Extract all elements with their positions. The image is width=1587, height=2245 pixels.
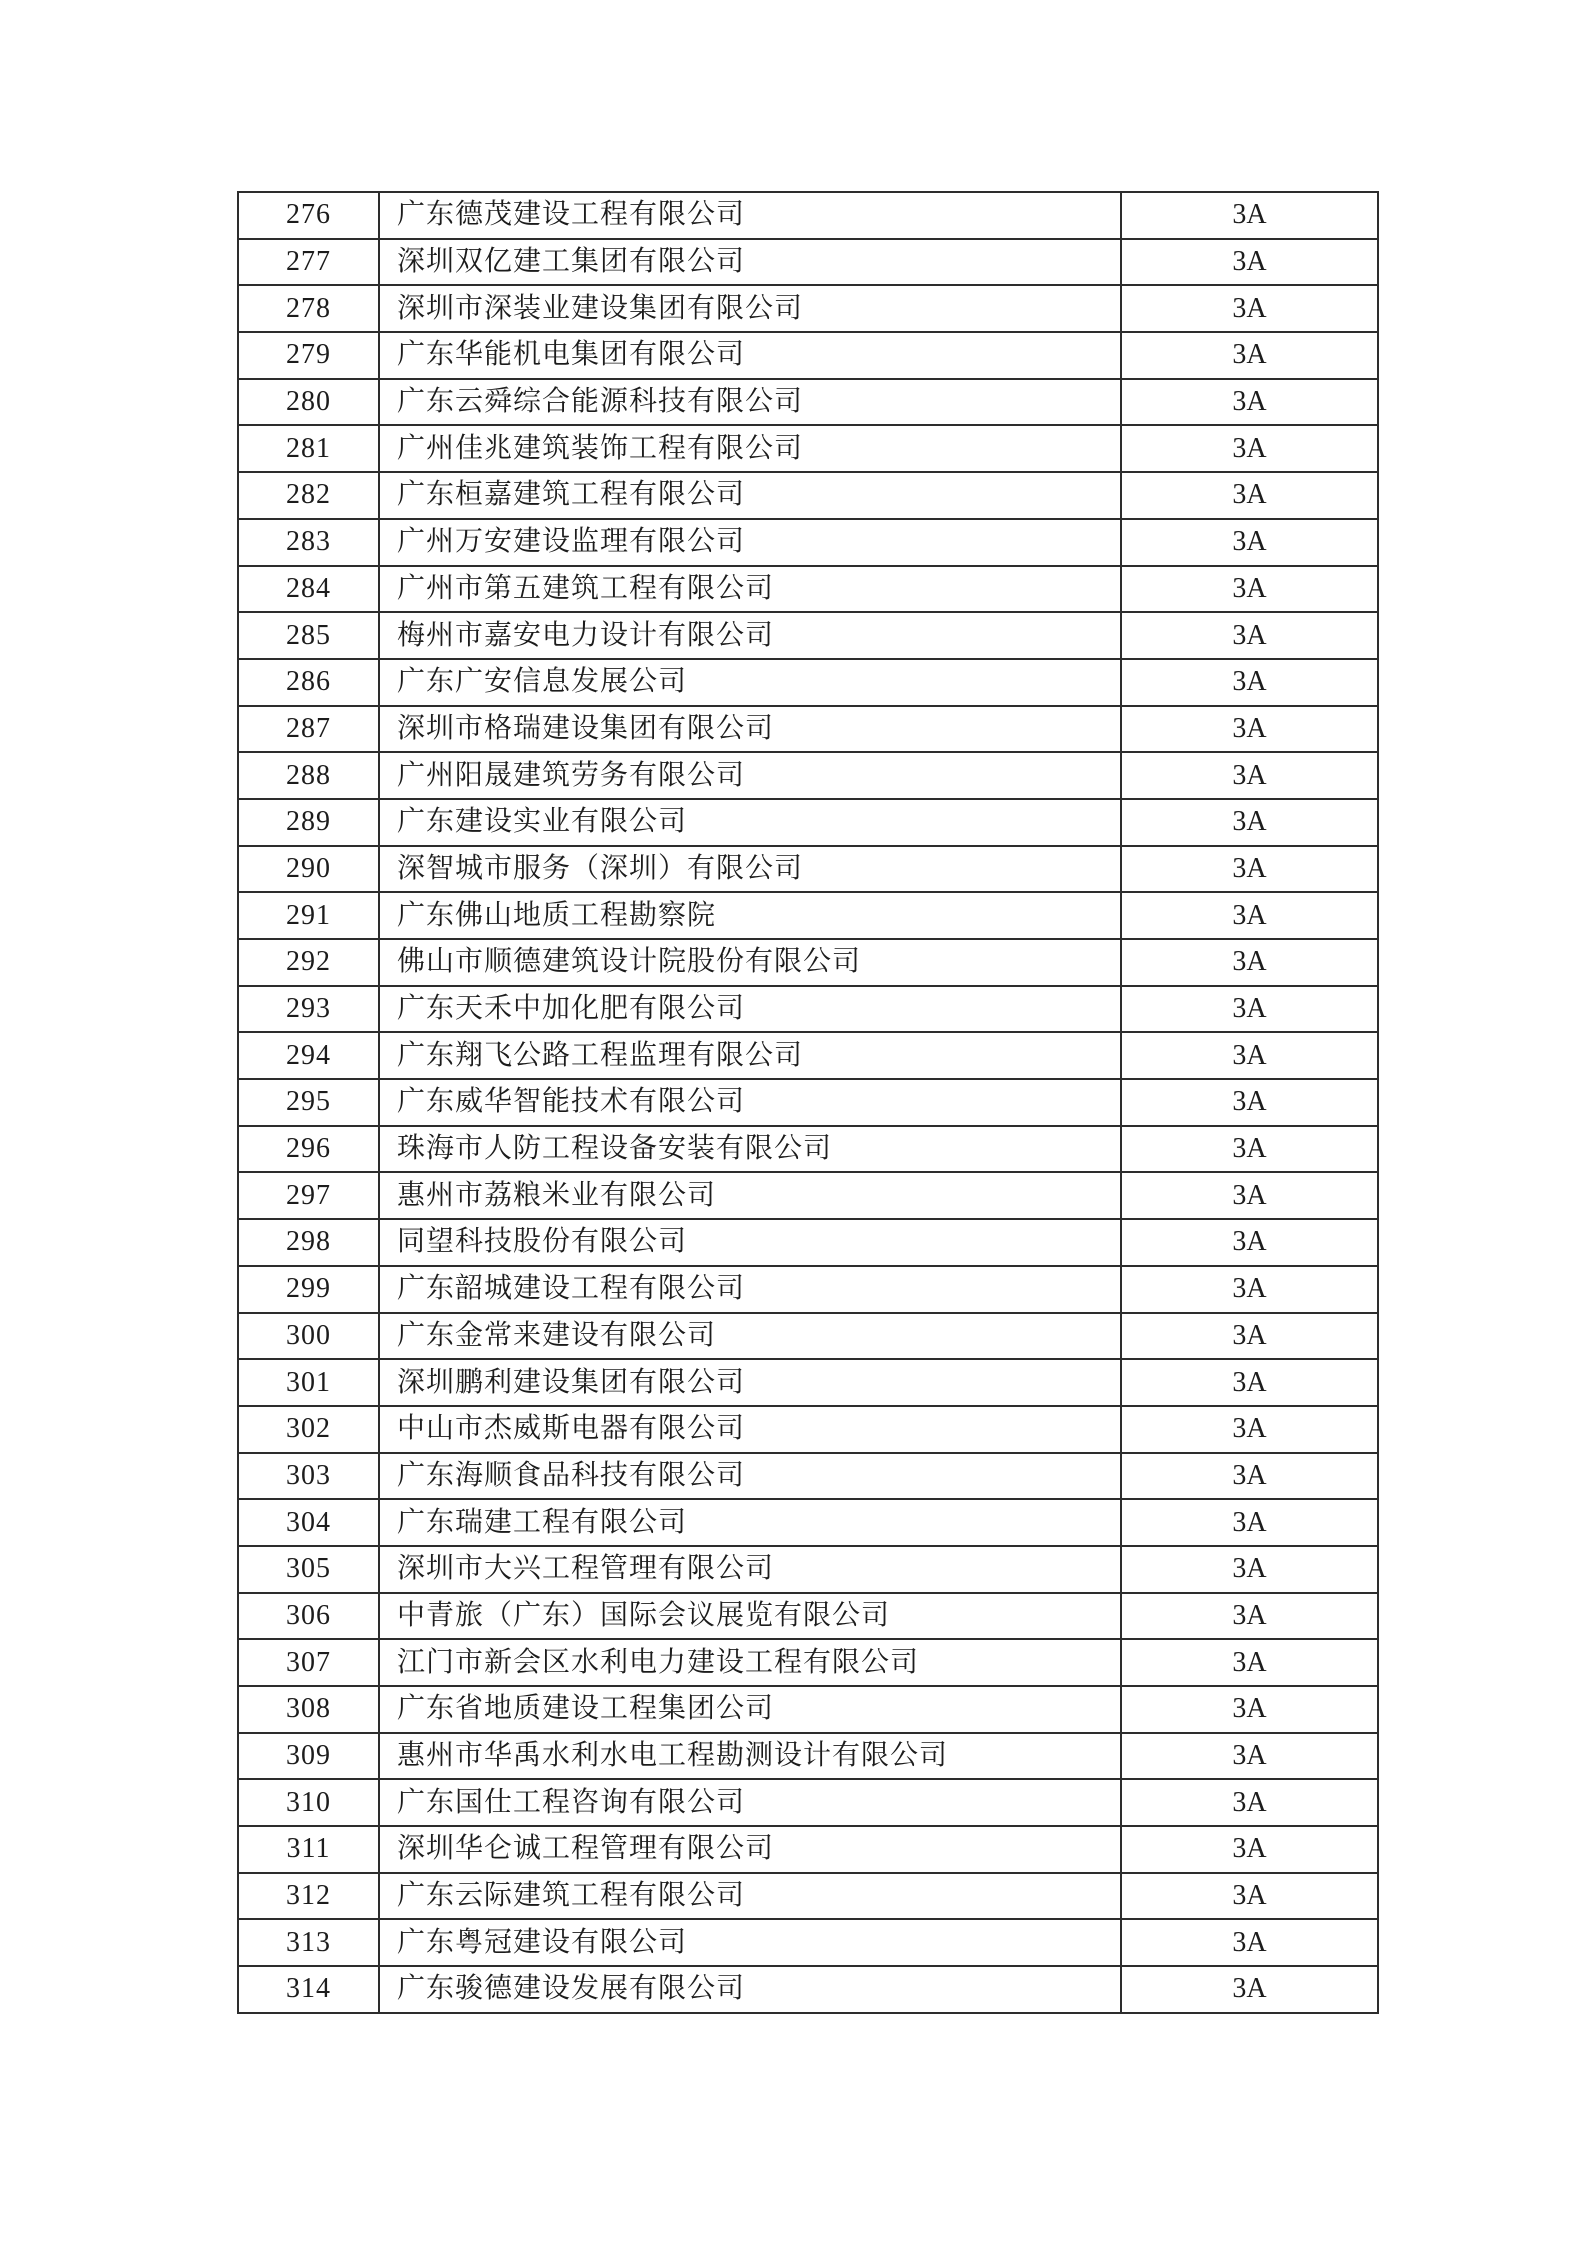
grade-cell: 3A xyxy=(1121,612,1378,659)
table-row xyxy=(238,1453,1378,1500)
row-number-cell: 293 xyxy=(238,986,379,1033)
company-name-cell: 广州万安建设监理有限公司 xyxy=(379,519,1121,566)
company-name-cell: 梅州市嘉安电力设计有限公司 xyxy=(379,612,1121,659)
company-name-cell: 同望科技股份有限公司 xyxy=(379,1219,1121,1266)
grade-cell: 3A xyxy=(1121,1919,1378,1966)
company-name-cell: 广东粤冠建设有限公司 xyxy=(379,1919,1121,1966)
table-row xyxy=(238,566,1378,613)
row-number-cell: 286 xyxy=(238,659,379,706)
row-number-cell: 276 xyxy=(238,192,379,239)
table-row xyxy=(238,1126,1378,1173)
row-number-cell: 307 xyxy=(238,1639,379,1686)
grade-cell: 3A xyxy=(1121,846,1378,893)
row-number-cell: 304 xyxy=(238,1499,379,1546)
grade-cell: 3A xyxy=(1121,1593,1378,1640)
company-name-cell: 广东云际建筑工程有限公司 xyxy=(379,1873,1121,1920)
company-name-cell: 江门市新会区水利电力建设工程有限公司 xyxy=(379,1639,1121,1686)
grade-cell: 3A xyxy=(1121,1639,1378,1686)
grade-cell: 3A xyxy=(1121,939,1378,986)
table-row xyxy=(238,1873,1378,1920)
company-name-cell: 广东瑞建工程有限公司 xyxy=(379,1499,1121,1546)
company-name-cell: 深圳市格瑞建设集团有限公司 xyxy=(379,706,1121,753)
company-name-cell: 广东建设实业有限公司 xyxy=(379,799,1121,846)
grade-cell: 3A xyxy=(1121,1079,1378,1126)
table-row xyxy=(238,1686,1378,1733)
company-name-cell: 广东华能机电集团有限公司 xyxy=(379,332,1121,379)
table-row xyxy=(238,285,1378,332)
grade-cell: 3A xyxy=(1121,566,1378,613)
row-number-cell: 277 xyxy=(238,239,379,286)
table-row xyxy=(238,1406,1378,1453)
table-row xyxy=(238,752,1378,799)
grade-cell: 3A xyxy=(1121,1873,1378,1920)
grade-cell: 3A xyxy=(1121,285,1378,332)
row-number-cell: 279 xyxy=(238,332,379,379)
company-name-cell: 广东广安信息发展公司 xyxy=(379,659,1121,706)
company-name-cell: 广东桓嘉建筑工程有限公司 xyxy=(379,472,1121,519)
grade-cell: 3A xyxy=(1121,1359,1378,1406)
table-row xyxy=(238,1733,1378,1780)
row-number-cell: 314 xyxy=(238,1966,379,2013)
grade-cell: 3A xyxy=(1121,986,1378,1033)
row-number-cell: 303 xyxy=(238,1453,379,1500)
grade-cell: 3A xyxy=(1121,472,1378,519)
grade-cell: 3A xyxy=(1121,1733,1378,1780)
grade-cell: 3A xyxy=(1121,1686,1378,1733)
company-name-cell: 惠州市华禹水利水电工程勘测设计有限公司 xyxy=(379,1733,1121,1780)
company-name-cell: 广东韶城建设工程有限公司 xyxy=(379,1266,1121,1313)
company-name-cell: 深圳市深装业建设集团有限公司 xyxy=(379,285,1121,332)
table-row xyxy=(238,1359,1378,1406)
grade-cell: 3A xyxy=(1121,1219,1378,1266)
table-row xyxy=(238,1779,1378,1826)
row-number-cell: 284 xyxy=(238,566,379,613)
company-name-cell: 广州阳晟建筑劳务有限公司 xyxy=(379,752,1121,799)
row-number-cell: 310 xyxy=(238,1779,379,1826)
table-row xyxy=(238,1172,1378,1219)
row-number-cell: 296 xyxy=(238,1126,379,1173)
company-name-cell: 广东海顺食品科技有限公司 xyxy=(379,1453,1121,1500)
company-name-cell: 广州佳兆建筑装饰工程有限公司 xyxy=(379,425,1121,472)
row-number-cell: 292 xyxy=(238,939,379,986)
table-row xyxy=(238,1966,1378,2013)
grade-cell: 3A xyxy=(1121,1126,1378,1173)
table-row xyxy=(238,846,1378,893)
row-number-cell: 294 xyxy=(238,1032,379,1079)
table-row xyxy=(238,659,1378,706)
table-row xyxy=(238,1032,1378,1079)
grade-cell: 3A xyxy=(1121,1453,1378,1500)
table-row xyxy=(238,1639,1378,1686)
company-name-cell: 广东威华智能技术有限公司 xyxy=(379,1079,1121,1126)
table-row xyxy=(238,986,1378,1033)
grade-cell: 3A xyxy=(1121,659,1378,706)
company-name-cell: 广州市第五建筑工程有限公司 xyxy=(379,566,1121,613)
row-number-cell: 288 xyxy=(238,752,379,799)
grade-cell: 3A xyxy=(1121,239,1378,286)
grade-cell: 3A xyxy=(1121,425,1378,472)
row-number-cell: 311 xyxy=(238,1826,379,1873)
company-name-cell: 广东骏德建设发展有限公司 xyxy=(379,1966,1121,2013)
table-row xyxy=(238,472,1378,519)
grade-cell: 3A xyxy=(1121,1406,1378,1453)
company-name-cell: 惠州市荔粮米业有限公司 xyxy=(379,1172,1121,1219)
row-number-cell: 306 xyxy=(238,1593,379,1640)
grade-cell: 3A xyxy=(1121,1779,1378,1826)
grade-cell: 3A xyxy=(1121,1499,1378,1546)
company-name-cell: 深圳市大兴工程管理有限公司 xyxy=(379,1546,1121,1593)
table-row xyxy=(238,1266,1378,1313)
row-number-cell: 305 xyxy=(238,1546,379,1593)
grade-cell: 3A xyxy=(1121,752,1378,799)
table-row xyxy=(238,892,1378,939)
company-name-cell: 广东国仕工程咨询有限公司 xyxy=(379,1779,1121,1826)
table-row xyxy=(238,1919,1378,1966)
company-name-cell: 深圳华仑诚工程管理有限公司 xyxy=(379,1826,1121,1873)
grade-cell: 3A xyxy=(1121,799,1378,846)
grade-cell: 3A xyxy=(1121,1313,1378,1360)
table-row xyxy=(238,1499,1378,1546)
company-name-cell: 中青旅（广东）国际会议展览有限公司 xyxy=(379,1593,1121,1640)
grade-cell: 3A xyxy=(1121,332,1378,379)
table-row xyxy=(238,1079,1378,1126)
table-row xyxy=(238,239,1378,286)
row-number-cell: 295 xyxy=(238,1079,379,1126)
row-number-cell: 290 xyxy=(238,846,379,893)
company-name-cell: 广东金常来建设有限公司 xyxy=(379,1313,1121,1360)
grade-cell: 3A xyxy=(1121,1266,1378,1313)
grade-cell: 3A xyxy=(1121,1172,1378,1219)
table-row xyxy=(238,332,1378,379)
rating-table-body xyxy=(238,192,1378,2013)
table-row xyxy=(238,519,1378,566)
table-row xyxy=(238,1219,1378,1266)
company-name-cell: 广东德茂建设工程有限公司 xyxy=(379,192,1121,239)
row-number-cell: 283 xyxy=(238,519,379,566)
grade-cell: 3A xyxy=(1121,706,1378,753)
row-number-cell: 299 xyxy=(238,1266,379,1313)
row-number-cell: 282 xyxy=(238,472,379,519)
row-number-cell: 278 xyxy=(238,285,379,332)
company-name-cell: 珠海市人防工程设备安装有限公司 xyxy=(379,1126,1121,1173)
table-row xyxy=(238,1593,1378,1640)
grade-cell: 3A xyxy=(1121,1826,1378,1873)
table-row xyxy=(238,425,1378,472)
row-number-cell: 302 xyxy=(238,1406,379,1453)
row-number-cell: 281 xyxy=(238,425,379,472)
company-rating-table xyxy=(237,191,1379,2014)
company-name-cell: 广东省地质建设工程集团公司 xyxy=(379,1686,1121,1733)
company-name-cell: 佛山市顺德建筑设计院股份有限公司 xyxy=(379,939,1121,986)
row-number-cell: 280 xyxy=(238,379,379,426)
company-name-cell: 深圳双亿建工集团有限公司 xyxy=(379,239,1121,286)
grade-cell: 3A xyxy=(1121,892,1378,939)
company-name-cell: 广东佛山地质工程勘察院 xyxy=(379,892,1121,939)
company-name-cell: 广东云舜综合能源科技有限公司 xyxy=(379,379,1121,426)
table-row xyxy=(238,939,1378,986)
company-name-cell: 广东天禾中加化肥有限公司 xyxy=(379,986,1121,1033)
grade-cell: 3A xyxy=(1121,379,1378,426)
row-number-cell: 298 xyxy=(238,1219,379,1266)
table-row xyxy=(238,799,1378,846)
row-number-cell: 309 xyxy=(238,1733,379,1780)
company-name-cell: 深圳鹏利建设集团有限公司 xyxy=(379,1359,1121,1406)
table-row xyxy=(238,1313,1378,1360)
row-number-cell: 291 xyxy=(238,892,379,939)
company-name-cell: 广东翔飞公路工程监理有限公司 xyxy=(379,1032,1121,1079)
company-name-cell: 中山市杰威斯电器有限公司 xyxy=(379,1406,1121,1453)
grade-cell: 3A xyxy=(1121,1546,1378,1593)
table-row xyxy=(238,612,1378,659)
table-row xyxy=(238,706,1378,753)
row-number-cell: 312 xyxy=(238,1873,379,1920)
table-row xyxy=(238,192,1378,239)
grade-cell: 3A xyxy=(1121,1966,1378,2013)
row-number-cell: 301 xyxy=(238,1359,379,1406)
table-row xyxy=(238,1826,1378,1873)
row-number-cell: 308 xyxy=(238,1686,379,1733)
table-row xyxy=(238,1546,1378,1593)
row-number-cell: 300 xyxy=(238,1313,379,1360)
row-number-cell: 287 xyxy=(238,706,379,753)
row-number-cell: 313 xyxy=(238,1919,379,1966)
grade-cell: 3A xyxy=(1121,519,1378,566)
table-row xyxy=(238,379,1378,426)
row-number-cell: 297 xyxy=(238,1172,379,1219)
grade-cell: 3A xyxy=(1121,1032,1378,1079)
company-name-cell: 深智城市服务（深圳）有限公司 xyxy=(379,846,1121,893)
row-number-cell: 289 xyxy=(238,799,379,846)
row-number-cell: 285 xyxy=(238,612,379,659)
grade-cell: 3A xyxy=(1121,192,1378,239)
